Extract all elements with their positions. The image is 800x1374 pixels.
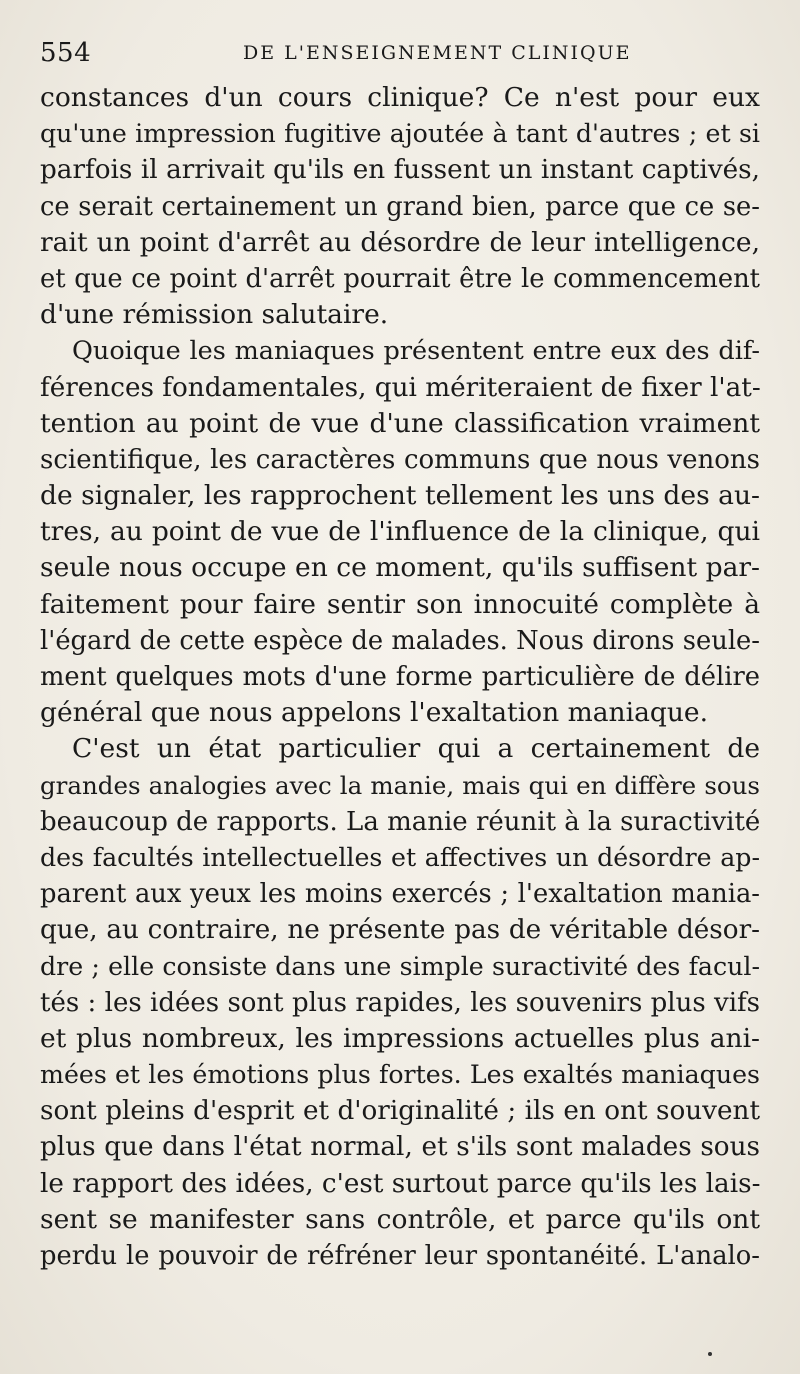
text-line: grandes analogies avec la manie, mais qui en diffère sous — [40, 770, 760, 800]
text-line: d'une rémission salutaire. — [40, 299, 389, 331]
text-line: des facultés intellectuelles et affectives un désordre ap- — [40, 842, 760, 872]
text-line: tention au point de vue d'une classification vraiment — [40, 407, 760, 439]
text-line: parent aux yeux les moins exercés ; l'exaltation mania- — [40, 879, 760, 910]
text-line: ment quelques mots d'une forme particulière de délire — [40, 662, 760, 692]
running-head: DE L'ENSEIGNEMENT CLINIQUE — [243, 42, 632, 64]
text-line: ce serait certainement un grand bien, parce que ce se- — [40, 191, 760, 222]
text-line: scientifique, les caractères communs que nous venons — [40, 444, 760, 475]
body-text — [40, 80, 760, 1274]
text-line: seule nous occupe en ce moment, qu'ils suffisent par- — [40, 552, 760, 584]
text-line: C'est un état particulier qui a certainement de — [72, 733, 760, 765]
text-line: beaucoup de rapports. La manie réunit à la suractivité — [40, 806, 761, 837]
text-line: parfois il arrivait qu'ils en fussent un instant captivés, — [40, 155, 760, 186]
text-line: que, au contraire, ne présente pas de véritable désor- — [40, 915, 760, 946]
text-line: constances d'un cours clinique? Ce n'est pour eux — [40, 82, 760, 113]
text-line: qu'une impression fugitive ajoutée à tant d'autres ; et si — [40, 119, 760, 149]
text-line: l'égard de cette espèce de malades. Nous dirons seule- — [40, 625, 760, 656]
text-line: tés : les idées sont plus rapides, les souvenirs plus vifs — [40, 987, 760, 1018]
text-line: dre ; elle consiste dans une simple suractivité des facul- — [40, 951, 760, 981]
text-line: tres, au point de vue de l'influence de la clinique, qui — [40, 516, 760, 548]
text-line: et que ce point d'arrêt pourrait être le commencement — [40, 263, 760, 294]
text-line: Quoique les maniaques présentent entre eux des dif- — [72, 336, 760, 367]
page-number: 554 — [40, 38, 92, 68]
text-line: le rapport des idées, c'est surtout parce qu'ils les lais- — [40, 1168, 761, 1199]
page-header — [40, 38, 760, 68]
text-line: faitement pour faire sentir son innocuité complète à — [40, 588, 760, 620]
text-line: sont pleins d'esprit et d'originalité ; ils en ont souvent — [40, 1096, 760, 1127]
text-line: férences fondamentales, qui mériteraient de fixer l'at- — [40, 372, 761, 403]
text-line: mées et les émotions plus fortes. Les exaltés maniaques — [40, 1060, 760, 1090]
text-line: rait un point d'arrêt au désordre de leur intelligence, — [40, 226, 760, 258]
text-line: plus que dans l'état normal, et s'ils sont malades sous — [40, 1132, 760, 1163]
text-line: général que nous appelons l'exaltation maniaque. — [40, 697, 709, 729]
text-line: sent se manifester sans contrôle, et parce qu'ils ont — [40, 1203, 760, 1235]
ink-speck — [708, 1352, 712, 1356]
text-line: et plus nombreux, les impressions actuelles plus ani- — [40, 1022, 760, 1054]
text-line: de signaler, les rapprochent tellement les uns des au- — [40, 480, 760, 512]
text-line: perdu le pouvoir de réfréner leur spontanéité. L'analo- — [40, 1241, 760, 1271]
